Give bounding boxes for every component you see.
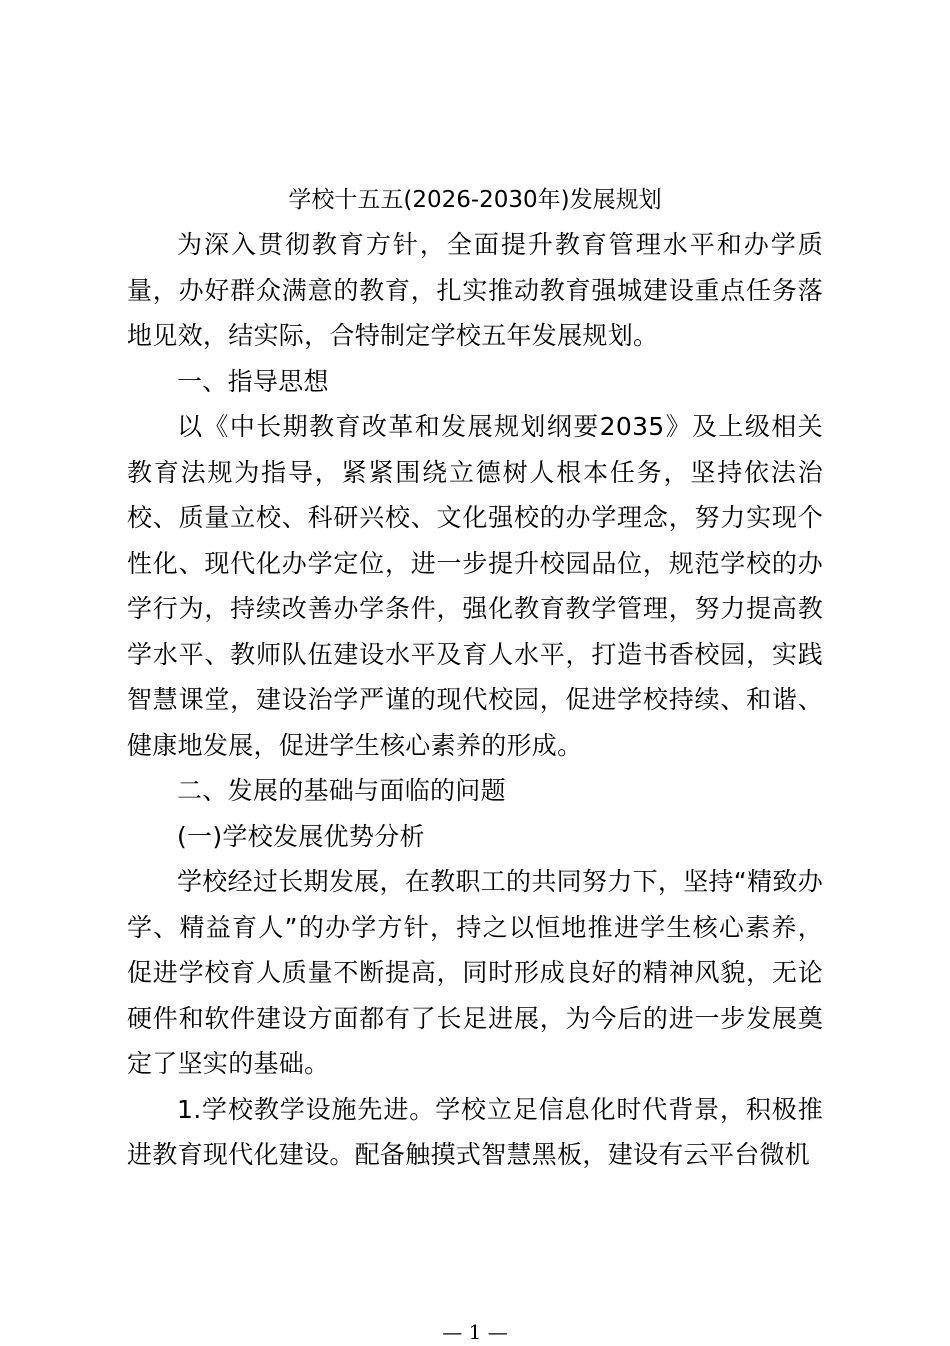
subsection-heading-advantages: (一)学校发展优势分析 bbox=[177, 821, 425, 851]
section-heading-guiding-ideology: 一、指导思想 bbox=[177, 366, 329, 396]
section-heading-foundation-problems: 二、发展的基础与面临的问题 bbox=[177, 776, 506, 805]
guiding-ideology-paragraph: 以《中长期教育改革和发展规划纲要2035》及上级相关教育法规为指导，紧紧围绕立德树人根本任务，坚持依法治校、质量立校、科研兴校、文化强校的办学理念，努力实现个性化、现代化办学定位，进一步提升校园品位，规范学校的办学行为，持续改善办学条件，强化教育教学管理，努力提高教学水平、教师队伍建设水平及育人水平，打造书香校园，实践智慧课堂，建设治学严谨的现代校园，促进学校持续、和谐、健康地发展，促进学生核心素养的形成。 bbox=[127, 412, 823, 760]
intro-paragraph: 为深入贯彻教育方针，全面提升教育管理水平和办学质量，办好群众满意的教育，扎实推动教育强城建设重点任务落地见效，结实际，合特制定学校五年发展规划。 bbox=[127, 230, 823, 350]
document-body bbox=[127, 222, 823, 1178]
page-number: — 1 — bbox=[442, 1320, 508, 1344]
advantages-paragraph: 学校经过长期发展，在教职工的共同努力下，坚持“精致办学、精益育人”的办学方针，持之以恒地推进学生核心素养，促进学校育人质量不断提高，同时形成良好的精神风貌，无论硬件和软件建设方面都有了长足进展，为今后的进一步发展奠定了坚实的基础。 bbox=[127, 867, 823, 1078]
facilities-paragraph: 1.学校教学设施先进。学校立足信息化时代背景，积极推进教育现代化建设。配备触摸式智慧黑板，建设有云平台微机 bbox=[127, 1094, 823, 1169]
document-title: 学校十五五(2026-2030年)发展规划 bbox=[288, 187, 662, 213]
